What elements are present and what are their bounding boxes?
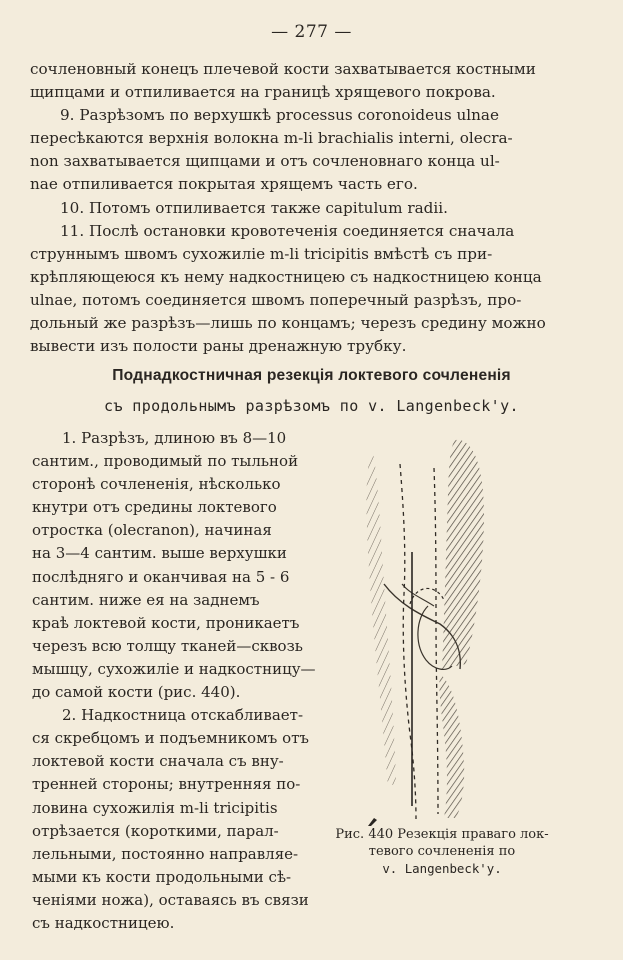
paragraph-11-line: 11. Послѣ остановки кровотеченія соединяется сначала <box>60 221 515 240</box>
figure-caption <box>322 826 562 877</box>
paragraph-1-line: кнутри отъ средины локтевого <box>32 498 277 517</box>
paragraph-2-line: отрѣзается (короткими, парал- <box>32 821 279 840</box>
incision-dashed-left <box>400 464 416 819</box>
paragraph-1-line: на 3—4 сантим. выше верхушки <box>32 544 287 563</box>
forearm-lower-shading <box>439 674 464 818</box>
paragraph-9-line: nae отпиливается покрытая хрящемъ часть его. <box>30 175 418 194</box>
paragraph-2-line: тренней стороны; внутренняя по- <box>32 775 301 794</box>
forearm-left-shading <box>367 448 397 786</box>
page-number: — 277 — <box>271 22 352 42</box>
incision-dashed-right <box>434 468 438 814</box>
paragraph-1-line: сантим. ниже ея на заднемъ <box>32 590 260 609</box>
paragraph-2-line: ченіями ножа), оставаясь въ связи <box>32 890 309 909</box>
caption-line-3: v. Langenbeck'у. <box>382 861 502 876</box>
section-title: Поднадкостничная резекція локтевого сочлененія <box>112 367 511 384</box>
text-line: сочленовный конецъ плечевой кости захватывается костными <box>30 60 536 78</box>
paragraph-2-line: мыми къ кости продольными сѣ- <box>32 867 292 886</box>
caption-line-1: Рис. 440 Резекція праваго лок- <box>335 827 549 842</box>
paragraph-11-line: крѣпляющеюся къ нему надкостницею съ надкостницею конца <box>30 267 542 286</box>
paragraph-1-line: сантим., проводимый по тыльной <box>32 452 299 471</box>
section-subtitle: съ продольнымъ разрѣзомъ по v. Langenbeck'у. <box>104 397 519 415</box>
left-column-text <box>32 427 318 935</box>
paragraph-2-line: 2. Надкостница отскабливает- <box>62 706 304 725</box>
text-line: щипцами и отпиливается на границѣ хрящевого покрова. <box>30 83 496 102</box>
paragraph-1-line: до самой кости (рис. 440). <box>32 683 241 702</box>
paragraph-11-line: дольный же разрѣзъ—лишь по концамъ; черезъ средину можно <box>30 314 546 333</box>
paragraph-2-line: ся скребцомъ и подъемникомъ отъ <box>32 729 309 748</box>
paragraph-1-line: сторонѣ сочлененія, нѣсколько <box>32 475 281 494</box>
paragraph-1-line: 1. Разрѣзъ, длиною въ 8—10 <box>62 429 287 447</box>
paragraph-11-line: вывести изъ полости раны дренажную трубку. <box>30 337 407 356</box>
paragraph-2-line: лельными, постоянно направляе- <box>32 844 299 863</box>
paragraph-2-line: ловина сухожилія m-li tricipitis <box>32 798 278 817</box>
paragraph-9-line: non захватывается щипцами и отъ сочленовнаго конца ul- <box>30 152 500 171</box>
elbow-resection-illustration <box>344 434 514 826</box>
paragraph-1-line: послѣдняго и оканчивая на 5 - 6 <box>32 567 290 586</box>
joint-contour-inner <box>402 584 434 606</box>
paragraph-11-line: ulnae, потомъ соединяется швомъ поперечный разрѣзъ, про- <box>30 290 522 309</box>
paragraph-9-line: 9. Разрѣзомъ по верхушкѣ processus coronoideus ulnae <box>60 106 499 125</box>
caption-line-2: тевого сочлененія по <box>368 844 516 859</box>
paragraph-1-line: черезъ всю толщу тканей—сквозь <box>32 636 303 655</box>
paragraph-1-line: краѣ локтевой кости, проникаетъ <box>32 613 300 632</box>
paragraph-1-line: отростка (olecranon), начиная <box>32 521 272 540</box>
top-text-block <box>30 58 576 358</box>
paragraph-10: 10. Потомъ отпиливается также capitulum radii. <box>60 198 448 217</box>
paragraph-9-line: пересѣкаются верхнія волокна m-li brachialis interni, olecra- <box>30 129 513 148</box>
scalpel-mark <box>368 818 377 826</box>
paragraph-2-line: локтевой кости сначала съ вну- <box>32 752 284 771</box>
paragraph-11-line: струннымъ швомъ сухожиліе m-li tricipitis вмѣстѣ съ при- <box>30 244 493 263</box>
paragraph-1-line: мышцу, сухожиліе и надкостницу— <box>32 659 316 678</box>
upper-arm-shading <box>442 440 484 669</box>
paragraph-2-line: съ надкостницею. <box>32 913 175 932</box>
